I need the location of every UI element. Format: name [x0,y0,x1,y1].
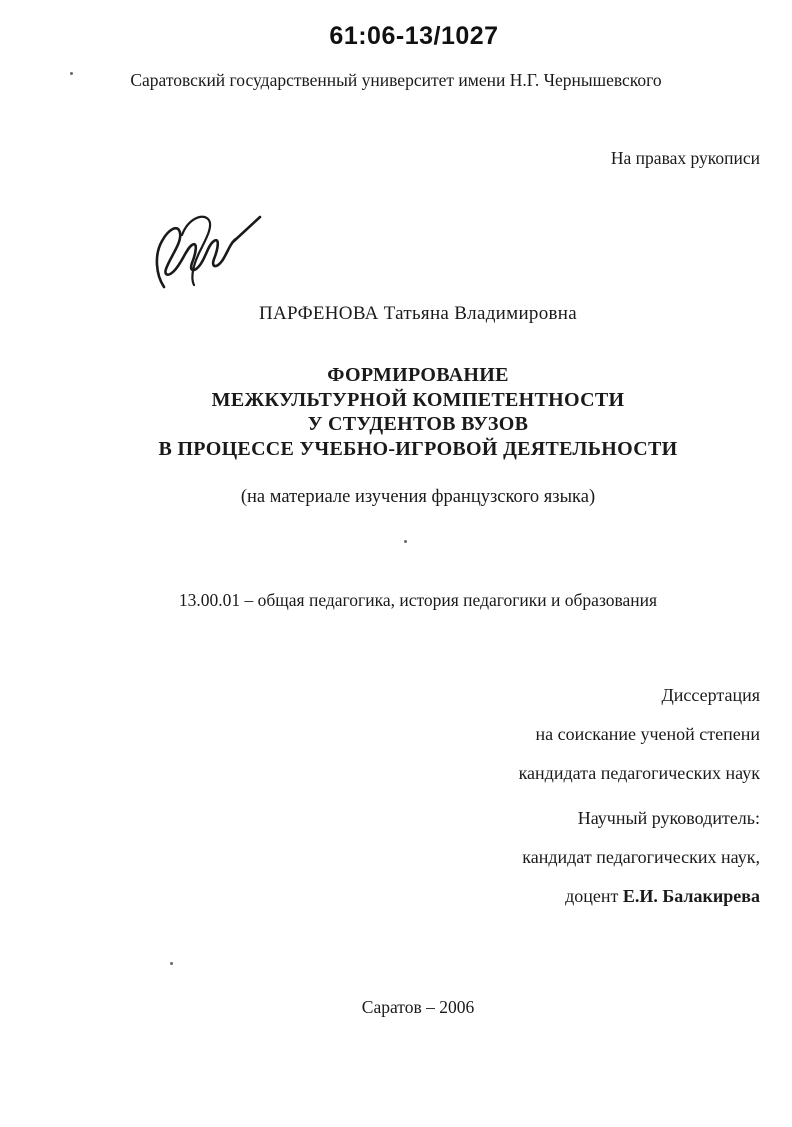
scan-artifact-dot [170,962,173,965]
advisor-heading: Научный руководитель: [577,808,760,828]
title-line: В ПРОЦЕССЕ УЧЕБНО-ИГРОВОЙ ДЕЯТЕЛЬНОСТИ [158,437,678,460]
author-name: ПАРФЕНОВА Татьяна Владимировна [258,303,577,324]
degree-line: Диссертация [661,685,760,705]
advisor-degree: кандидат педагогических наук, [522,847,760,867]
city-and-year: Саратов – 2006 [361,997,475,1017]
manuscript-rights-note: На правах рукописи [610,148,760,168]
specialty-code-line: 13.00.01 – общая педагогика, история педагогики и образования [178,590,658,610]
title-line: МЕЖКУЛЬТУРНОЙ КОМПЕТЕНТНОСТИ [211,388,625,411]
title-subtitle: (на материале изучения французского языка) [240,487,596,507]
advisor-name: Е.И. Балакирева [622,886,760,906]
title-line: У СТУДЕНТОВ ВУЗОВ [307,413,529,435]
advisor-name-line [522,877,760,916]
scan-artifact-dot [70,72,73,75]
degree-line: на соискание ученой степени [535,724,760,744]
title-line: ФОРМИРОВАНИЕ [327,364,509,386]
archive-number: 61:06-13/1027 [329,22,499,50]
scan-artifact-dot [404,540,407,543]
degree-statement [519,676,760,793]
degree-line: кандидата педагогических наук [518,763,760,783]
advisor-statement [522,799,760,916]
university-name: Саратовский государственный университет имени Н.Г. Чернышевского [130,70,662,90]
handwritten-signature-icon [142,205,282,305]
dissertation-title [22,363,792,461]
advisor-title: доцент [565,886,623,906]
